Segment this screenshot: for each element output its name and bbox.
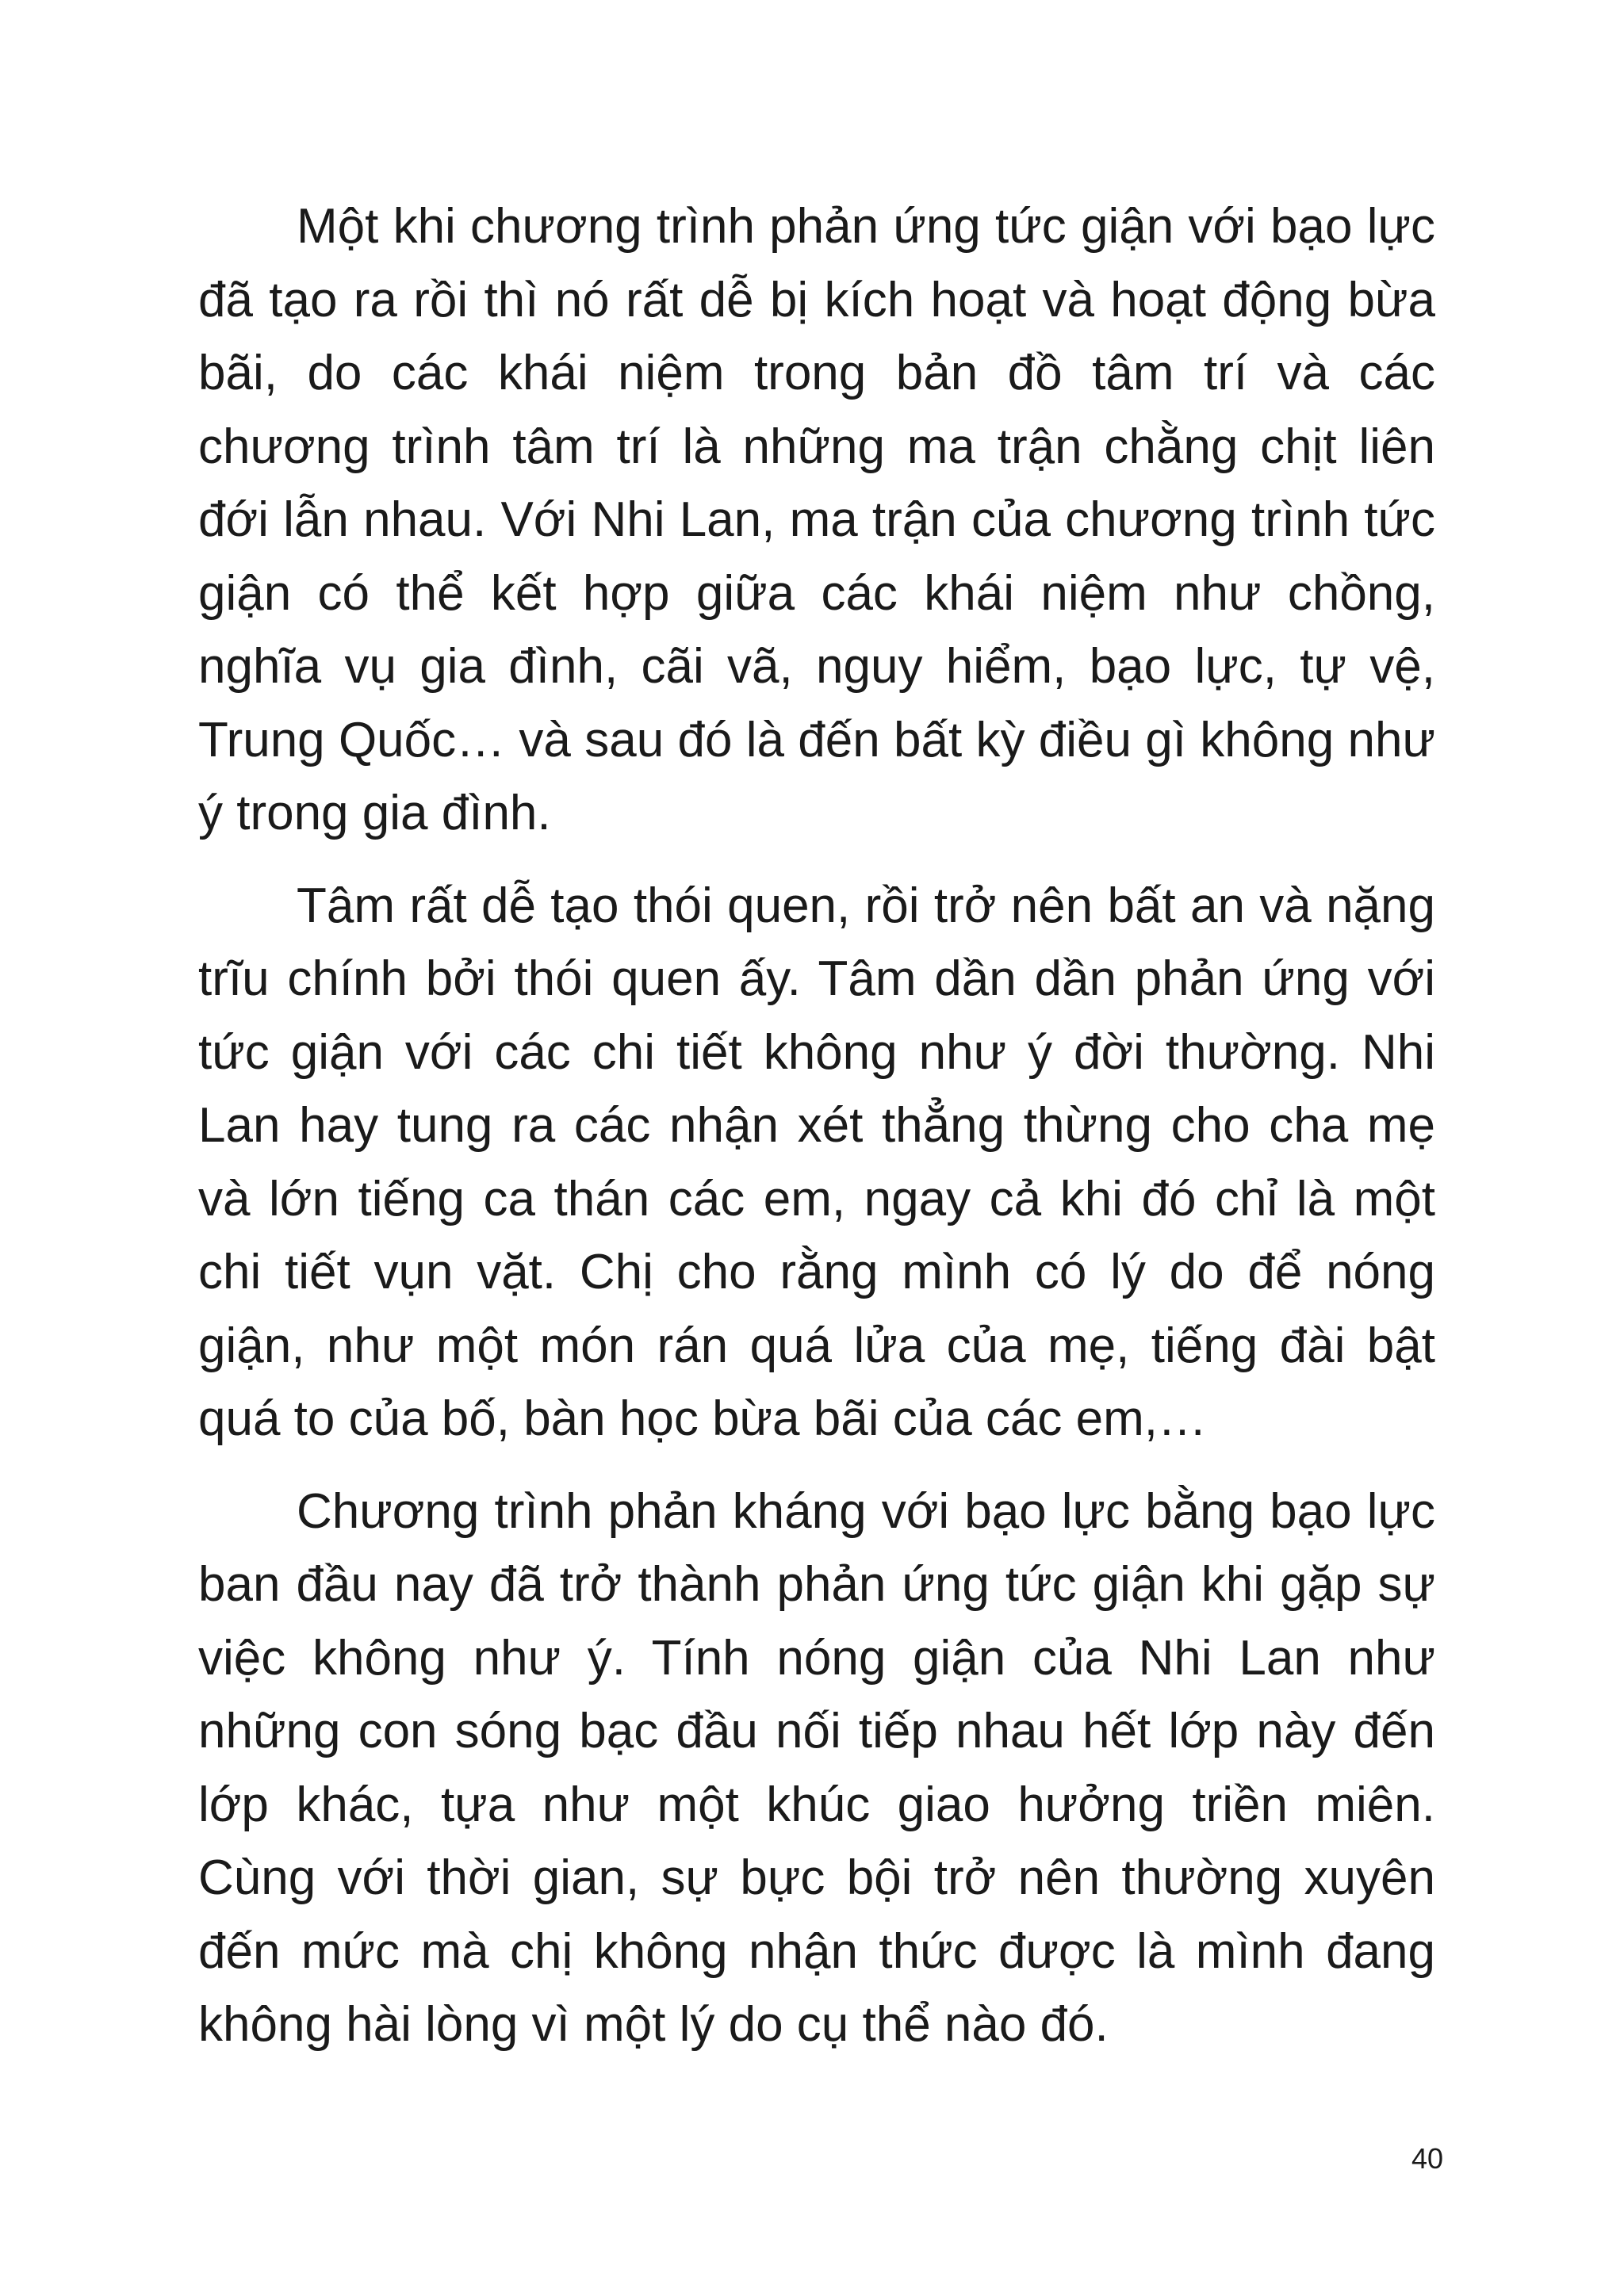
paragraph-1: Một khi chương trình phản ứng tức giận với bạo lực đã tạo ra rồi thì nó rất dễ bị kích hoạt và hoạt động bừa bãi, do các khái niệm trong bản đồ tâm trí và các chương trình tâm trí là những ma trận chằng chịt liên đới lẫn nhau. Với Nhi Lan, ma trận của chương trình tức giận có thể kết hợp giữa các khái niệm như chồng, nghĩa vụ gia đình, cãi vã, nguy hiểm, bạo lực, tự vệ, Trung Quốc… và sau đó là đến bất kỳ điều gì không như ý trong gia đình. <box>198 199 1435 840</box>
paragraph-2: Tâm rất dễ tạo thói quen, rồi trở nên bất an và nặng trĩu chính bởi thói quen ấy. Tâm dần dần phản ứng với tức giận với các chi tiết không như ý đời thường. Nhi Lan hay tung ra các nhận xét thẳng thừng cho cha mẹ và lớn tiếng ca thán các em, ngay cả khi đó chỉ là một chi tiết vụn vặt. Chị cho rằng mình có lý do để nóng giận, như một món rán quá lửa của mẹ, tiếng đài bật quá to của bố, bàn học bừa bãi của các em,… <box>198 878 1435 1446</box>
page-number: 40 <box>1411 2142 1443 2175</box>
paragraph-3: Chương trình phản kháng với bạo lực bằng bạo lực ban đầu nay đã trở thành phản ứng tức giận khi gặp sự việc không như ý. Tính nóng giận của Nhi Lan như những con sóng bạc đầu nối tiếp nhau hết lớp này đến lớp khác, tựa như một khúc giao hưởng triền miên. Cùng với thời gian, sự bực bội trở nên thường xuyên đến mức mà chị không nhận thức được là mình đang không hài lòng vì một lý do cụ thể nào đó. <box>198 1483 1435 2052</box>
body-text <box>198 190 1435 2081</box>
